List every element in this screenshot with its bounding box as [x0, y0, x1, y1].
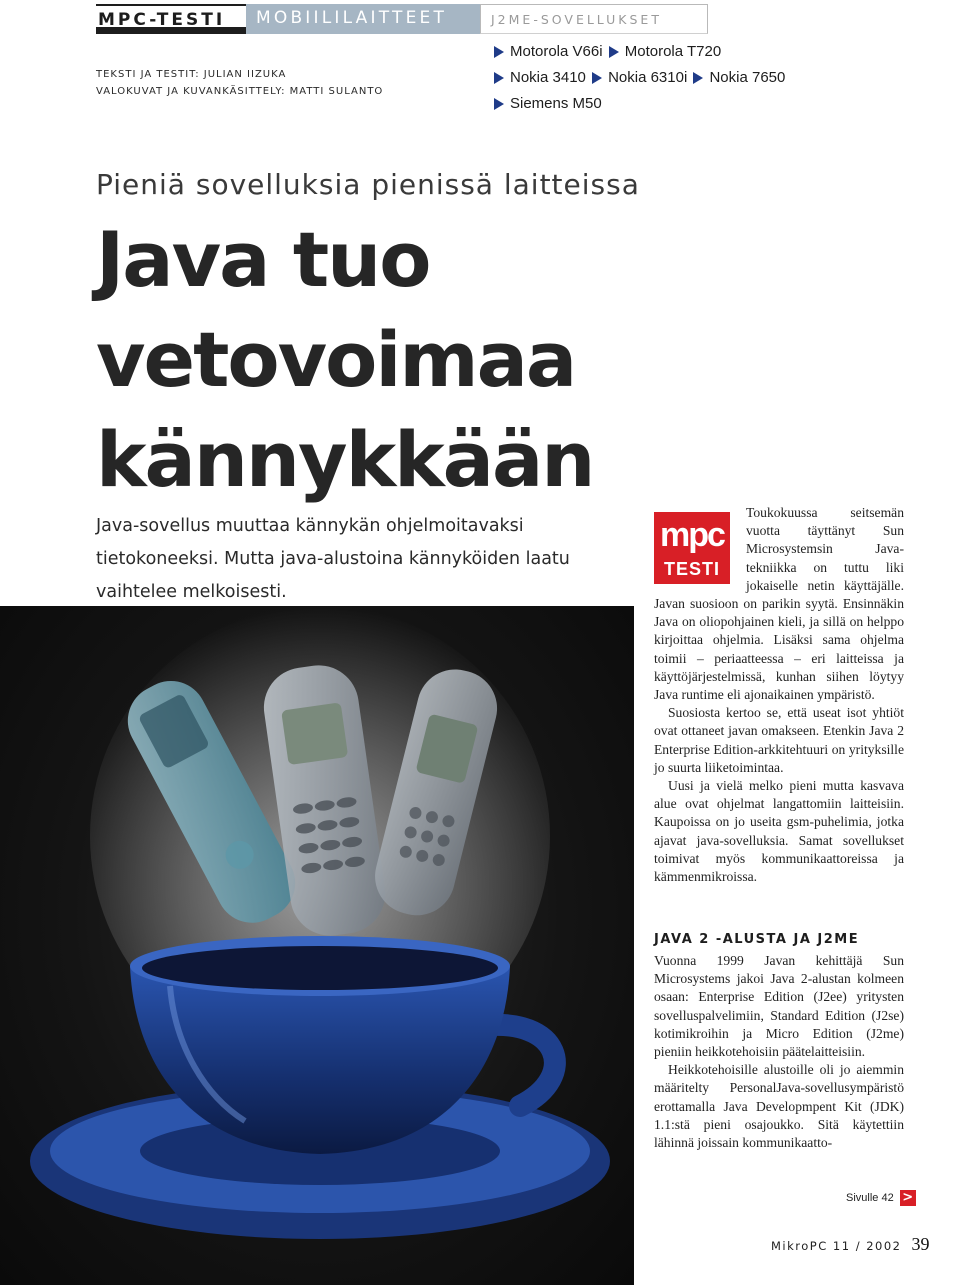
section-body	[654, 952, 904, 1152]
headline	[96, 210, 716, 510]
section-tabs	[96, 4, 708, 42]
issue-label: MikroPC 11 / 2002	[771, 1239, 902, 1253]
device-item	[693, 66, 785, 90]
device-label: Nokia 3410	[510, 69, 586, 86]
triangle-bullet-icon	[693, 72, 703, 84]
triangle-bullet-icon	[494, 98, 504, 110]
tab-j2me-sovellukset-label: J2ME-SOVELLUKSET	[491, 12, 662, 27]
section-paragraph: Heikkotehoisille alustoille oli jo aiemmin määritelty PersonalJava-sovellusympäristö erottamalla Java Developmpent Kit (JDK) 1.1:stä pieni osajoukko. Sitä käytettiin lähinnä joissain kommunikaatto-	[654, 1062, 904, 1151]
tab-mobiililaitteet-label: MOBIILILAITTEET	[256, 8, 448, 28]
body-paragraph: Toukokuussa seitsemän vuotta täyttänyt Sun Microsystemsin Java-tekniikka on tuttu liki jokaiselle netin käyttäjälle. Javan suosioon on parikin syytä. Ensinnäkin Java on oliopohjainen kieli, ja sillä on helppo kirjoittaa ohjelmia. Lisäksi sama ohjelma toimii – periaatteessa – eri laitteissa ja käyttöjärjestelmissä, kunhan siihen löytyy Java runtime eli ajonaikainen ympäristö.	[654, 505, 904, 703]
logo-mpc-text: mpc	[660, 516, 724, 554]
headline-line: vetovoimaa	[96, 315, 576, 404]
tab-j2me-sovellukset	[480, 4, 708, 34]
logo-testi-text: TESTI	[663, 559, 720, 579]
page-footer	[771, 1234, 930, 1255]
headline-line: Java tuo	[96, 215, 430, 304]
arrow-right-icon: >	[900, 1190, 916, 1206]
continue-label: Sivulle 42	[846, 1192, 894, 1204]
article-body	[654, 504, 904, 886]
credit-text: TEKSTI JA TESTIT: JULIAN IIZUKA	[96, 69, 287, 80]
device-label: Siemens M50	[510, 95, 602, 112]
body-paragraph: Suosiosta kertoo se, että useat isot yhtiöt ovat ottaneet javan omakseen. Etenkin Java 2 Enterprise Edition-arkkitehtuuri on yrityksille jo suurta liiketoimintaa.	[654, 705, 904, 775]
device-label: Motorola T720	[624, 43, 722, 60]
cover-photo	[0, 606, 634, 1285]
device-label: Nokia 6310i	[608, 69, 688, 86]
device-item	[609, 40, 721, 64]
body-paragraph: Uusi ja vielä melko pieni mutta kasvava alue ovat ohjelmat langattomiin laitteisiin. Kaupoissa on jo useita gsm-puhelimia, jotka ajavat java-sovelluksia. Samat sovellukset toimivat myös kommunikaattoreissa ja kämmenmikroissa.	[654, 778, 904, 885]
device-item	[494, 40, 603, 64]
device-item	[494, 92, 602, 116]
credits	[96, 66, 383, 100]
section-heading: JAVA 2 -ALUSTA JA J2ME	[654, 932, 860, 947]
kicker-title: Pieniä sovelluksia pienissä laitteissa	[96, 168, 640, 201]
credit-photos: VALOKUVAT JA KUVANKÄSITTELY: MATTI SULANTO	[96, 86, 384, 97]
section-paragraph: Vuonna 1999 Javan kehittäjä Sun Microsystems jakoi Java 2-alustan kolmeen osaan: Enterprise Edition (J2ee) yritysten sovelluspalvelimiin, Standard Edition (J2se) kotimikroihin ja Micro Edition (J2me) pieniin heikkotehoisiin päätelaitteisiin.	[654, 953, 904, 1060]
triangle-bullet-icon	[494, 46, 504, 58]
device-item	[494, 66, 586, 90]
coffee-cup-phones-illustration	[0, 606, 634, 1285]
lede: Java-sovellus muuttaa kännykän ohjelmoitavaksi tietokoneeksi. Mutta java-alustoina kännyköiden laatu vaihtelee melkoisesti.	[96, 516, 570, 602]
triangle-bullet-icon	[494, 72, 504, 84]
device-label: Motorola V66i	[510, 43, 603, 60]
page-number: 39	[911, 1234, 930, 1254]
device-label: Nokia 7650	[709, 69, 786, 86]
logo-wrap-space	[654, 504, 746, 594]
continue-link[interactable]	[846, 1190, 916, 1206]
triangle-bullet-icon	[609, 46, 619, 58]
device-item	[592, 66, 687, 90]
tab-mpc-testi	[96, 4, 246, 34]
device-list	[494, 40, 874, 118]
triangle-bullet-icon	[592, 72, 602, 84]
headline-line: kännykkään	[96, 415, 594, 504]
tab-mpc-testi-label: MPC-TESTI	[98, 10, 226, 30]
